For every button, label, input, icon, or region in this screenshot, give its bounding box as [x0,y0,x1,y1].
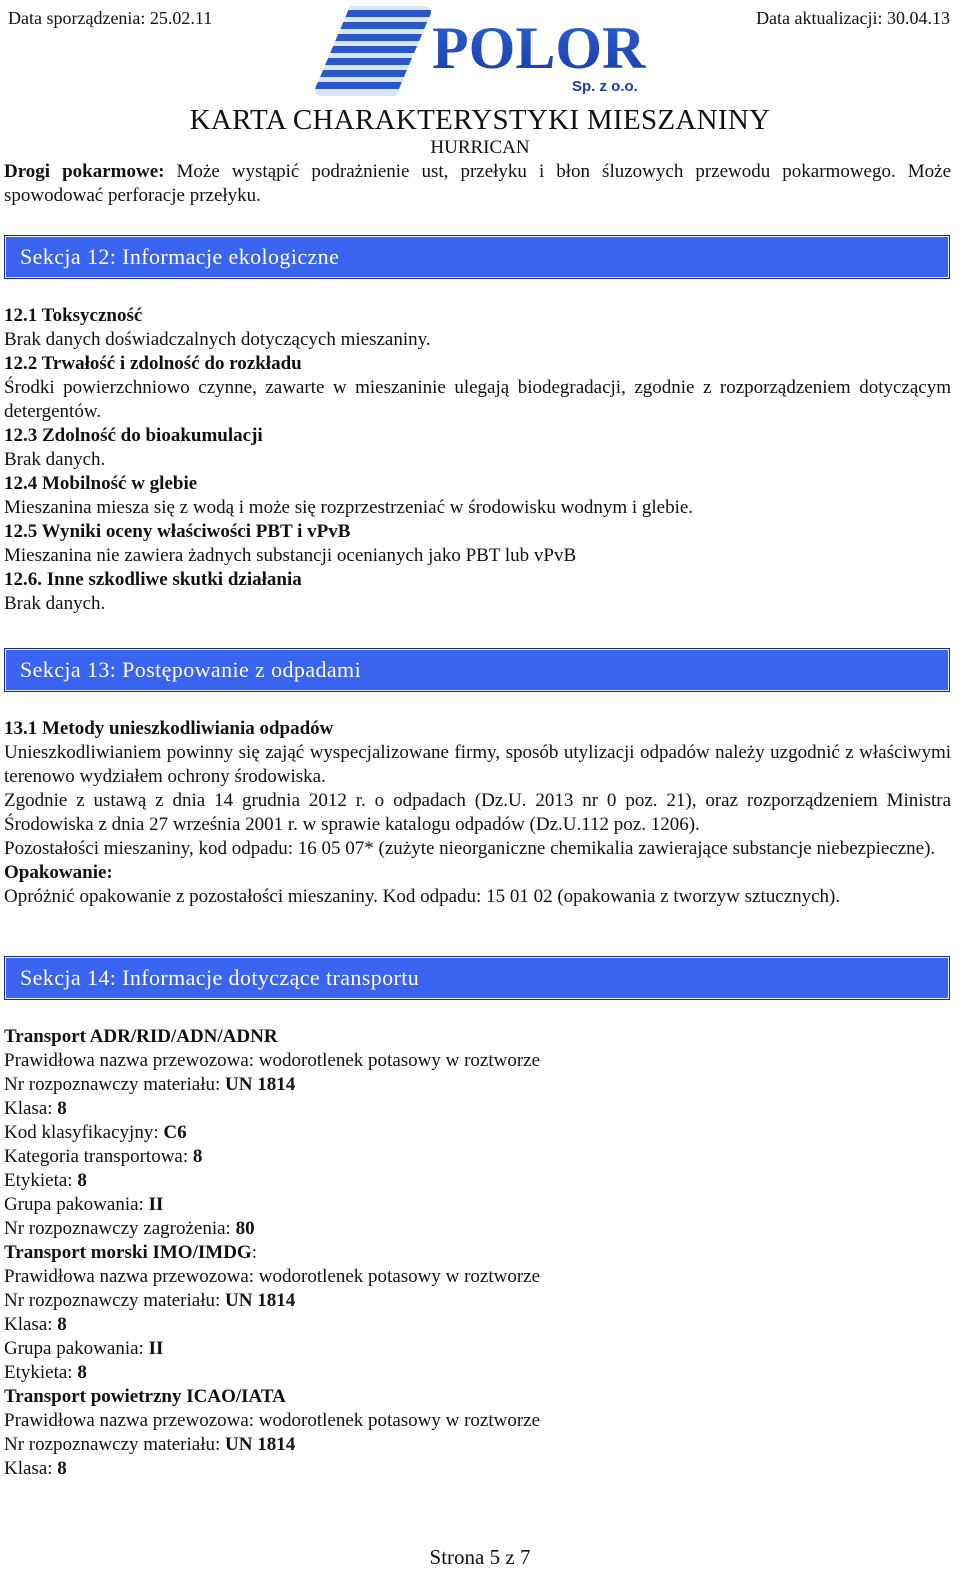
imo-label: Etykieta: 8 [4,1362,87,1383]
text-12-6: Brak danych. [4,593,106,614]
ingestion-note [4,160,951,208]
product-name: HURRICAN [430,137,530,158]
icao-shipping-name: Prawidłowa nazwa przewozowa: wodorotlenek potasowy w roztworze [4,1410,541,1431]
adr-un-number: Nr rozpoznawczy materiału: UN 1814 [4,1074,296,1095]
section-13-header: Sekcja 13: Postępowanie z odpadami [4,648,950,692]
ingestion-text: Może wystąpić podrażnienie ust, przełyku i błon śluzowych przewodu pokarmowego. Może spowodować perforacje przełyku. [4,161,952,206]
imo-shipping-name: Prawidłowa nazwa przewozowa: wodorotlenek potasowy w roztworze [4,1266,541,1287]
ingestion-label: Drogi pokarmowe: [4,161,165,182]
logo-stripes-icon [310,4,440,96]
text-12-1: Brak danych doświadczalnych dotyczących mieszaniny. [4,329,431,350]
subheading-12-5: 12.5 Wyniki oceny właściwości PBT i vPvB [4,521,351,542]
section-14-body [4,1025,951,1481]
text-12-5: Mieszanina nie zawiera żadnych substancji ocenianych jako PBT lub vPvB [4,545,577,566]
document-title: KARTA CHARAKTERYSTYKI MIESZANINY [189,104,771,136]
polor-logo [310,4,654,96]
adr-label: Etykieta: 8 [4,1170,87,1191]
adr-hazard-number: Nr rozpoznawczy zagrożenia: 80 [4,1218,255,1239]
text-12-2: Środki powierzchniowo czynne, zawarte w mieszaninie ulegają biodegradacji, zgodnie z rozporządzeniem dotyczącym detergentów. [4,377,951,422]
section-14-header: Sekcja 14: Informacje dotyczące transportu [4,956,950,1000]
svg-text:Sp. z o.o.: Sp. z o.o. [572,78,638,95]
section-13-body [4,717,951,909]
subheading-12-4: 12.4 Mobilność w glebie [4,473,198,494]
subheading-12-6: 12.6. Inne szkodliwe skutki działania [4,569,302,590]
imo-un-number: Nr rozpoznawczy materiału: UN 1814 [4,1290,296,1311]
transport-imo-title: Transport morski IMO/IMDG: [4,1242,257,1263]
date-created: Data sporządzenia: 25.02.11 [8,8,213,28]
icao-un-number: Nr rozpoznawczy materiału: UN 1814 [4,1434,296,1455]
text-12-4: Mieszanina miesza się z wodą i może się rozprzestrzeniać w środowisku wodnym i glebie. [4,497,694,518]
adr-transport-category: Kategoria transportowa: 8 [4,1146,203,1167]
text-12-3: Brak danych. [4,449,106,470]
transport-adr-title: Transport ADR/RID/ADN/ADNR [4,1026,278,1047]
subheading-12-3: 12.3 Zdolność do bioakumulacji [4,425,263,446]
subheading-packaging: Opakowanie: [4,862,113,883]
section-12-header: Sekcja 12: Informacje ekologiczne [4,235,950,279]
adr-class: Klasa: 8 [4,1098,67,1119]
text-13-1: Unieszkodliwianiem powinny się zająć wyspecjalizowane firmy, sposób utylizacji odpadów należy uzgodnić z właściwymi terenowo wydziałem ochrony środowiska. [4,742,951,787]
text-13-4: Opróżnić opakowanie z pozostałości mieszaniny. Kod odpadu: 15 01 02 (opakowania z tworzyw sztucznych). [4,886,841,907]
subheading-13-1: 13.1 Metody unieszkodliwiania odpadów [4,718,334,739]
imo-class: Klasa: 8 [4,1314,67,1335]
page-number: Strona 5 z 7 [429,1545,531,1569]
date-updated: Data aktualizacji: 30.04.13 [756,8,950,28]
adr-packing-group: Grupa pakowania: II [4,1194,164,1215]
text-13-2: Zgodnie z ustawą z dnia 14 grudnia 2012 r. o odpadach (Dz.U. 2013 nr 0 poz. 21), oraz rozporządzeniem Ministra Środowiska z dnia 27 września 2001 r. w sprawie katalogu odpadów (Dz.U.112 poz. 1206). [4,790,951,835]
text-13-3: Pozostałości mieszaniny, kod odpadu: 16 05 07* (zużyte nieorganiczne chemikalia zawierające substancje niebezpieczne). [4,838,936,859]
adr-shipping-name: Prawidłowa nazwa przewozowa: wodorotlenek potasowy w roztworze [4,1050,541,1071]
imo-packing-group: Grupa pakowania: II [4,1338,164,1359]
subheading-12-2: 12.2 Trwałość i zdolność do rozkładu [4,353,302,374]
icao-class: Klasa: 8 [4,1458,67,1479]
transport-icao-title: Transport powietrzny ICAO/IATA [4,1386,286,1407]
subheading-12-1: 12.1 Toksyczność [4,305,143,326]
svg-text:POLOR: POLOR [432,15,646,81]
section-12-body [4,304,951,616]
adr-classification-code: Kod klasyfikacyjny: C6 [4,1122,187,1143]
